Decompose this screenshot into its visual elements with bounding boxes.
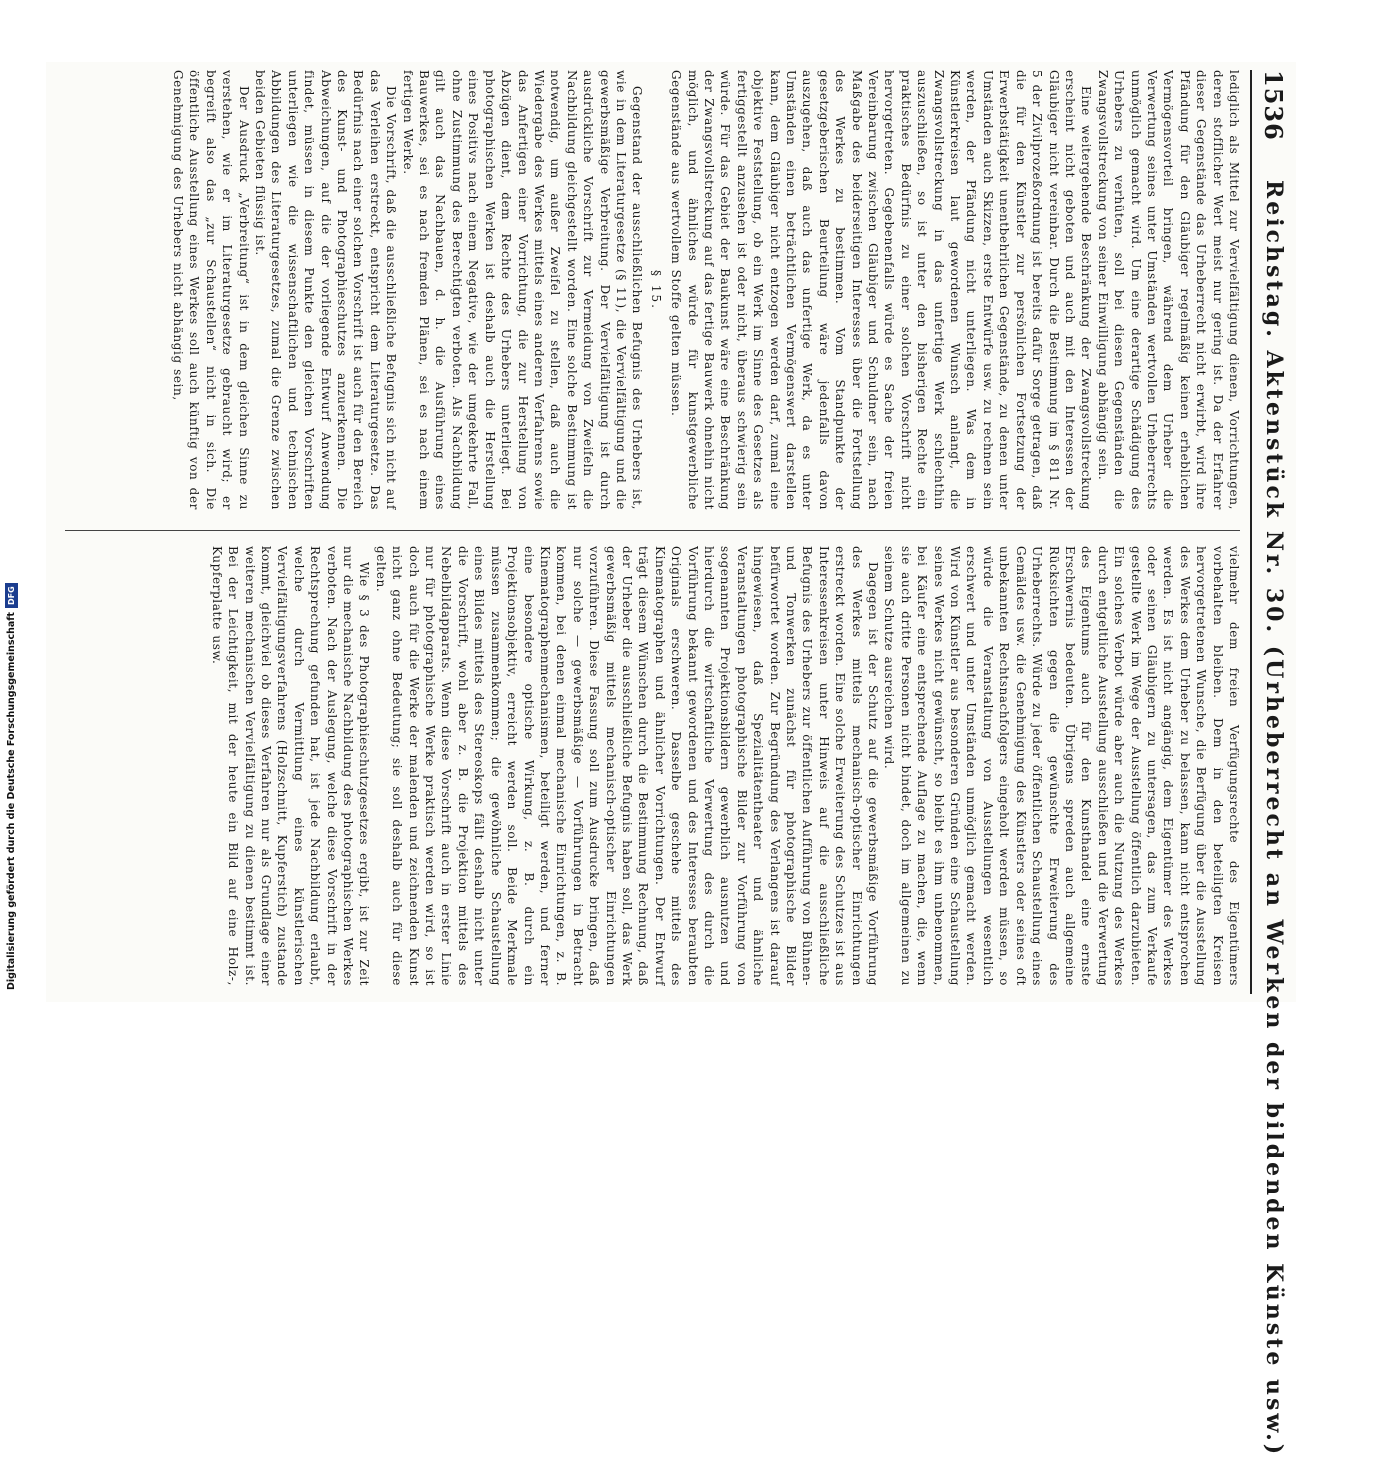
paragraph: Gegenstand der ausschließlichen Befugnis des Urhebers ist, wie in dem Literaturgesetze (§ 11), die Vervielfältigung und die gewerbsmäßige Verbreitung. Der Vervielfältigung ist durch ausdrückliche Vorschrift zur Vermeidung von Zweifeln die Nachbildung gleichgestellt worden. Eine solche Bestimmung ist notwendig, um außer Zweifel zu stellen, daß auch die Wiedergabe des Werkes mittels eines anderen Verfahrens sowie das Anfertigen einer Vorrichtung, die zur Herstellung von Abzügen dient, dem Rechte des Urhebers unterliegt. Bei photographischen Werken ist deshalb auch die Herstellung eines Positivs nach einem Negative, wie der umgekehrte Fall, ohne Zustimmung des Berechtigten verboten. Als Nachbildung gilt auch das Nachbauen, d. h. die Ausführung eines Bauwerkes, sei es nach fremden Plänen, sei es nach einem fertigen Werke. bbox=[400, 70, 645, 510]
dfg-logo-icon: DFG bbox=[5, 583, 18, 608]
paragraph: Die Vorschrift, daß die ausschließliche Befugnis sich nicht auf das Verleihen erstreckt, entspricht dem Literaturgesetze. Das Bedürfnis nach einer solchen Vorschrift ist auch für den Bereich des Kunst- und Photographieschutzes anzuerkennen. Die Abweichungen, auf die der vorliegende Entwurf Anwendung findet, müssen in diesem Punkte den gleichen Vorschriften unterliegen wie die wissenschaftlichen und technischen Abbildungen des Literaturgesetzes, zumal die Grenze zwischen beiden Gebieten flüssig ist. bbox=[253, 70, 399, 510]
credit-text: Digitalisierung gefördert durch die Deutsche Forschungsgemeinschaft bbox=[6, 612, 17, 990]
scanned-page bbox=[46, 62, 1296, 1457]
page-number: 1536 bbox=[1259, 70, 1288, 141]
running-head: Reichstag. Aktenstück Nr. 30. (Urheberrecht an Werken der bildenden Künste usw.) bbox=[1261, 180, 1287, 1457]
page-header bbox=[1250, 70, 1292, 1457]
paragraph: Eine weitergehende Beschränkung der Zwangsvollstreckung erscheint nicht geboten und auch mit den Interessen der Gläubiger nicht vereinbar. Durch die Bestimmung im § 811 Nr. 5 der Zivilprozeßordnung ist bereits dafür Sorge getragen, daß die für den Künstler zur persönlichen Fortsetzung der Erwerbstätigkeit unentbehrlichen Gegenstände, zu denen unter Umständen auch Skizzen, erste Entwürfe usw. zu rechnen sein werden, der Pfändung nicht unterliegen. Was dem in Künstlerkreisen laut gewordenen Wunsch anlangt, die Zwangsvollstreckung in das unfertige Werk schlechthin auszuschließen, so ist unter den bisherigen Rechte ein praktisches Bedürfnis zu einer solchen Vorschrift nicht hervorgetreten. Gegebenenfalls würde es Sache der freien Vereinbarung zwischen Gläubiger und Schuldner sein, nach Maßgabe des beiderseitigen Interesses über die Fortstellung des Werkes zu bestimmen. Vom Standpunkte der gesetzgeberischen Beurteilung wäre jedenfalls davon auszugehen, daß auch das unfertige Werk, da es unter Umständen einen beträchtlichen Vermögenswert darstellen kann, dem Gläubiger nicht entzogen werden darf, zumal eine objektive Feststellung, ob ein Werk im Sinne des Gesetzes als fertiggestellt anzusehen ist oder nicht, überaus schwierig sein würde. Für das Gebiet der Baukunst wäre eine Beschränkung der Zwangsvollstreckung auf das fertige Bauwerk ohnehin nicht möglich, und ähnliches würde für kunstgewerbliche Gegenstände aus wertvollem Stoffe gelten müssen. bbox=[669, 70, 1094, 510]
paragraph: vielmehr dem freien Verfügungsrechte des Eigentümers vorbehalten bleiben. Dem in den beteiligten Kreisen hervorgetretenen Wunsche, die Berfügung über die Ausstellung des Werkes dem Urheber zu belassen, kann nicht entsprochen werden. Es ist nicht angängig, dem Eigentümer des Werkes oder seinen Gläubigern zu untersagen, das zum Verkaufe gestellte Werk im Wege der Ausstellung öffentlich darzubieten. Ein solches Verbot würde aber auch die Nutzung des Werkes durch entgeltliche Ausstellung ausschließen und die Verwertung des Eigentums auch für den Kunsthandel eine ernste Erschwernis bedeuten. Übrigens spreden auch allgemeine Rücksichten gegen die gewünschte Erweiterung des Urheberrechts. Würde zu jeder öffentlichen Schaustellung eines Gemäldes usw. die Genehmigung des Künstlers oder seines oft unbekannten Rechtsnachfolgers eingeholt werden müssen, so würde die Veranstaltung von Ausstellungen wesentlich erschwert und unter Umständen unmöglich gemacht werden. Wird von Künstler aus besonderen Gründen eine Schaustellung seines Werkes nicht gewünscht, so bleibt es ihm unbenommen, bei Käufer eine entsprechende Auflage zu machen, die, wenn sie auch dritte Personen nicht bindet, doch im allgemeinen zu seinem Schutze ausreichen wird. bbox=[882, 546, 1241, 986]
right-column bbox=[62, 546, 1242, 986]
paragraph: lediglich als Mittel zur Vervielfältigung dienen, Vorrichtungen, deren stofflicher Wert meist nur gering ist. Da der Erfahrer dieser Gegenstände das Urheberrecht nicht erwirbt, wird ihre Pfändung für den Gläubiger regelmäßig keinen erheblichen Vermögensvorteil bringen, während dem Urheber die Verwertung seines unter Umständen wertvollen Urheberrechts unmöglich gemacht wird. Um eine derartige Schädigung des Urhebers zu verhüten, soll bei diesen Gegenständen die Zwangsvollstreckung von seiner Einwilligung abhängig sein. bbox=[1095, 70, 1241, 510]
digitization-credit bbox=[5, 370, 19, 990]
paragraph: Der Ausdruck „Verbreitung“ ist in dem gleichen Sinne zu verstehen, wie er im Literaturgesetze gebraucht wird; er begreift also das „zur Schaustellen“ nicht in sich. Die öffentliche Ausstellung eines Werkes soll auch künftig von der Genehmigung des Urhebers nicht abhängig sein, bbox=[171, 70, 251, 510]
left-column bbox=[62, 70, 1242, 510]
paragraph: Wie § 3 des Photographieschutzgesetzes ergibt, ist zur Zeit nur die mechanische Nachbildung des photographischen Werkes verboten. Nach der Auslegung, welche diese Vorschrift in der Rechtsprechung gefunden hat, ist jede Nachbildung erlaubt, welche durch Vermittlung eines künstlerischen Vervielfältigungsverfahrens (Holzschnitt, Kupferstich) zustande kommt, gleichviel ob dieses Verfahren nur als Grundlage einer weiteren mechanischen Vervielfältigung zu dienen bestimmt ist. Bei der Leichtigkeit, mit der heute ein Bild auf eine Holz-, Kupferplatte usw. bbox=[209, 546, 372, 986]
column-divider bbox=[65, 530, 1240, 531]
paragraph: Dagegen ist der Schutz auf die gewerbsmäßige Vorführung des Werkes mittels mechanisch-optischer Einrichtungen erstreckt worden. Eine solche Erweiterung des Schutzes ist aus Interessenkreisen unter Hinweis auf die ausschließliche Befugnis des Urhebers zur öffentlichen Aufführung von Bühnen- und Tonwerken zunächst für photographische Bilder befürwortet worden. Zur Begründung des Verlangens ist darauf hingewiesen, daß Spezialitätentheater und ähnliche Veranstaltungen photographische Bilder zur Vorführung von sogenannten Projektionsbildern gewerblich ausnutzen und hierdurch die wirtschaftliche Verwertung des durch die Vorführung bekannt gewordenen und des Interesses beraubten Originals erschweren. Dasselbe geschehe mittels des Kinematographen und ähnlicher Vorrichtungen. Der Entwurf trägt diesem Wünschen durch die Bestimmung Rechnung, daß der Urheber die ausschließliche Befugnis haben soll, das Werk gewerbsmäßig mittels mechanisch-optischer Einrichtungen vorzuführen. Diese Fassung soll zum Ausdrucke bringen, daß nur solche — gewerbsmäßige — Vorführungen in Betracht kommen, bei denen einmal mechanische Einrichtungen, z. B. Kinematographenmechanismen, beteiligt werden, und ferner eine besondere optische Wirkung, z. B. durch ein Projektionsobjektiv, erreicht werden soll. Beide Merkmale müssen zusammenkommen; die gewöhnliche Schaustellung eines Bildes mittels des Stereoskops fällt deshalb nicht unter die Vorschrift, wohl aber z. B. die Projektion mittels des Nebelbildapparats. Wenn diese Vorschrift auch in erster Linie nur für photographische Werke praktisch werden wird, so ist doch auch für die Werke der malenden und zeichnenden Kunst nicht ganz ohne Bedeutung; sie soll deshalb auch für diese gelten. bbox=[373, 546, 881, 986]
section-heading: § 15. bbox=[648, 270, 663, 310]
